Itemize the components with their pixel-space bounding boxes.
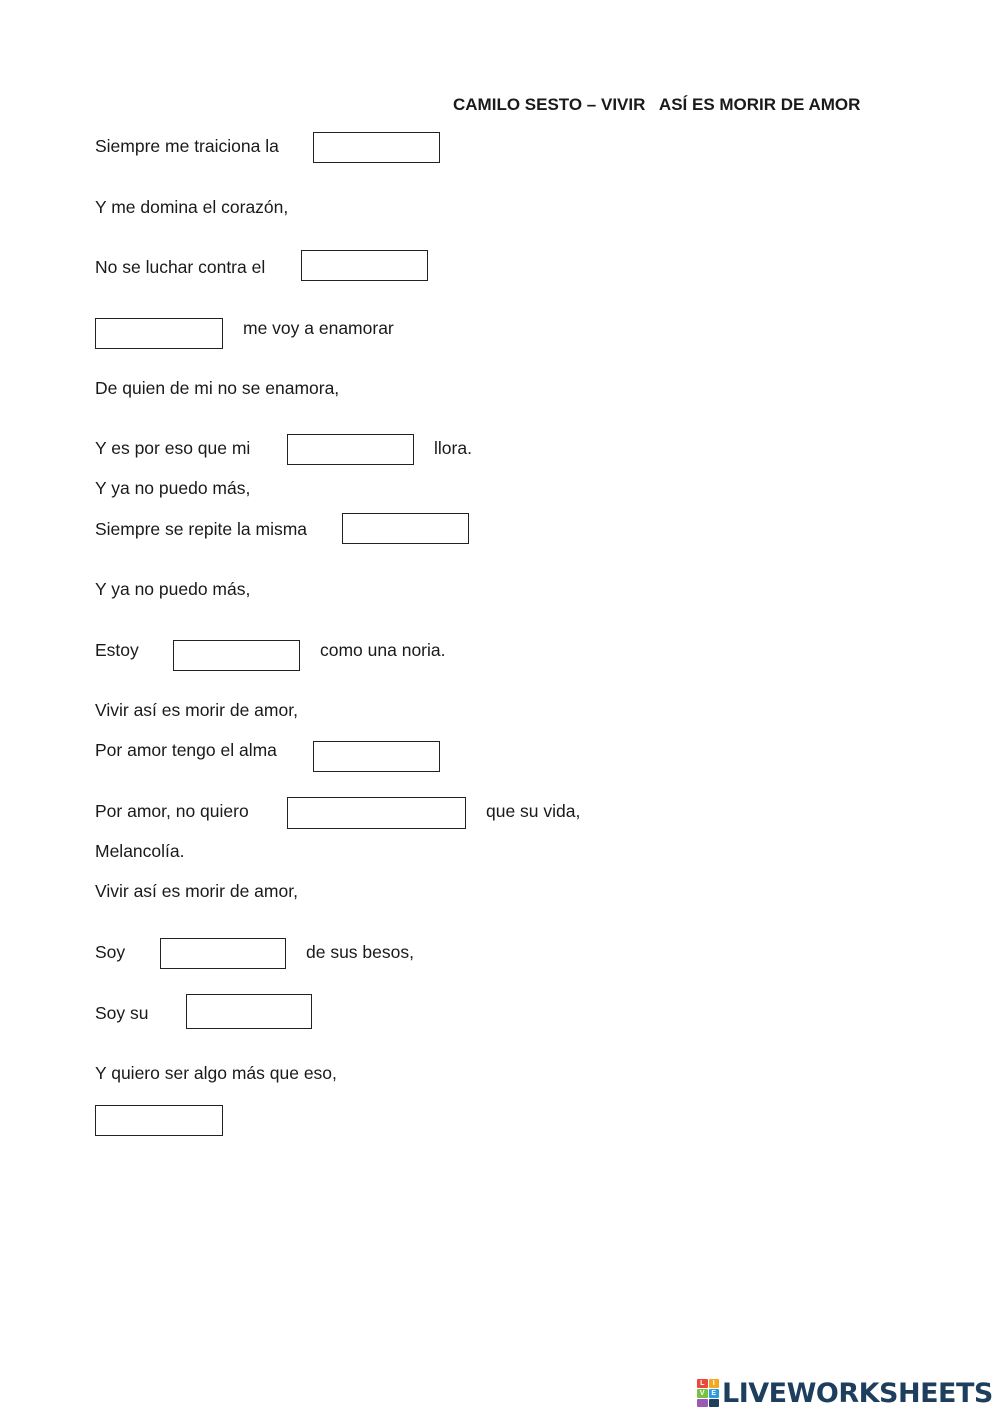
- answer-blank-1[interactable]: [313, 132, 440, 163]
- lyric-line-17: Soy su: [95, 1003, 149, 1023]
- lyric-line-9: Y ya no puedo más,: [95, 579, 251, 599]
- lyric-line-8: Siempre se repite la misma: [95, 519, 308, 539]
- liveworksheets-logo: [697, 1377, 993, 1409]
- lyric-line-16: Soy: [95, 942, 126, 962]
- lyric-line-13: Por amor, no quiero: [95, 801, 249, 821]
- answer-blank-7[interactable]: [313, 741, 440, 772]
- lyric-line-6-end: llora.: [434, 438, 472, 458]
- answer-blank-10[interactable]: [186, 994, 312, 1029]
- worksheet-title: CAMILO SESTO – VIVIR ASÍ ES MORIR DE AMOR: [453, 95, 861, 114]
- mark-tile: I: [709, 1379, 720, 1388]
- lyric-line-18: Y quiero ser algo más que eso,: [95, 1063, 337, 1083]
- liveworksheets-mark-icon: [697, 1379, 719, 1407]
- answer-blank-2[interactable]: [301, 250, 428, 281]
- lyric-line-4: me voy a enamorar: [243, 318, 394, 338]
- mark-tile: [697, 1399, 708, 1407]
- lyric-line-12: Por amor tengo el alma: [95, 740, 277, 760]
- mark-tile: L: [697, 1379, 708, 1388]
- lyric-line-11: Vivir así es morir de amor,: [95, 700, 298, 720]
- lyric-line-14: Melancolía.: [95, 841, 185, 861]
- lyric-line-3: No se luchar contra el: [95, 257, 266, 277]
- answer-blank-4[interactable]: [287, 434, 414, 465]
- mark-tile: V: [697, 1389, 708, 1398]
- lyric-line-1: Siempre me traiciona la: [95, 136, 279, 156]
- lyric-line-7: Y ya no puedo más,: [95, 478, 251, 498]
- mark-tile: [709, 1399, 720, 1407]
- answer-blank-3[interactable]: [95, 318, 223, 349]
- lyric-line-10: Estoy: [95, 640, 139, 660]
- lyric-line-5: De quien de mi no se enamora,: [95, 378, 340, 398]
- answer-blank-11[interactable]: [95, 1105, 223, 1136]
- answer-blank-9[interactable]: [160, 938, 286, 969]
- answer-blank-6[interactable]: [173, 640, 300, 671]
- lyric-line-2: Y me domina el corazón,: [95, 197, 289, 217]
- lyric-line-10-end: como una noria.: [320, 640, 446, 660]
- lyric-line-15: Vivir así es morir de amor,: [95, 881, 298, 901]
- lyric-line-16-end: de sus besos,: [306, 942, 414, 962]
- brand-name: LIVEWORKSHEETS: [722, 1377, 993, 1409]
- answer-blank-5[interactable]: [342, 513, 469, 544]
- answer-blank-8[interactable]: [287, 797, 466, 829]
- lyric-line-6: Y es por eso que mi: [95, 438, 251, 458]
- mark-tile: E: [709, 1389, 720, 1398]
- lyric-line-13-end: que su vida,: [486, 801, 581, 821]
